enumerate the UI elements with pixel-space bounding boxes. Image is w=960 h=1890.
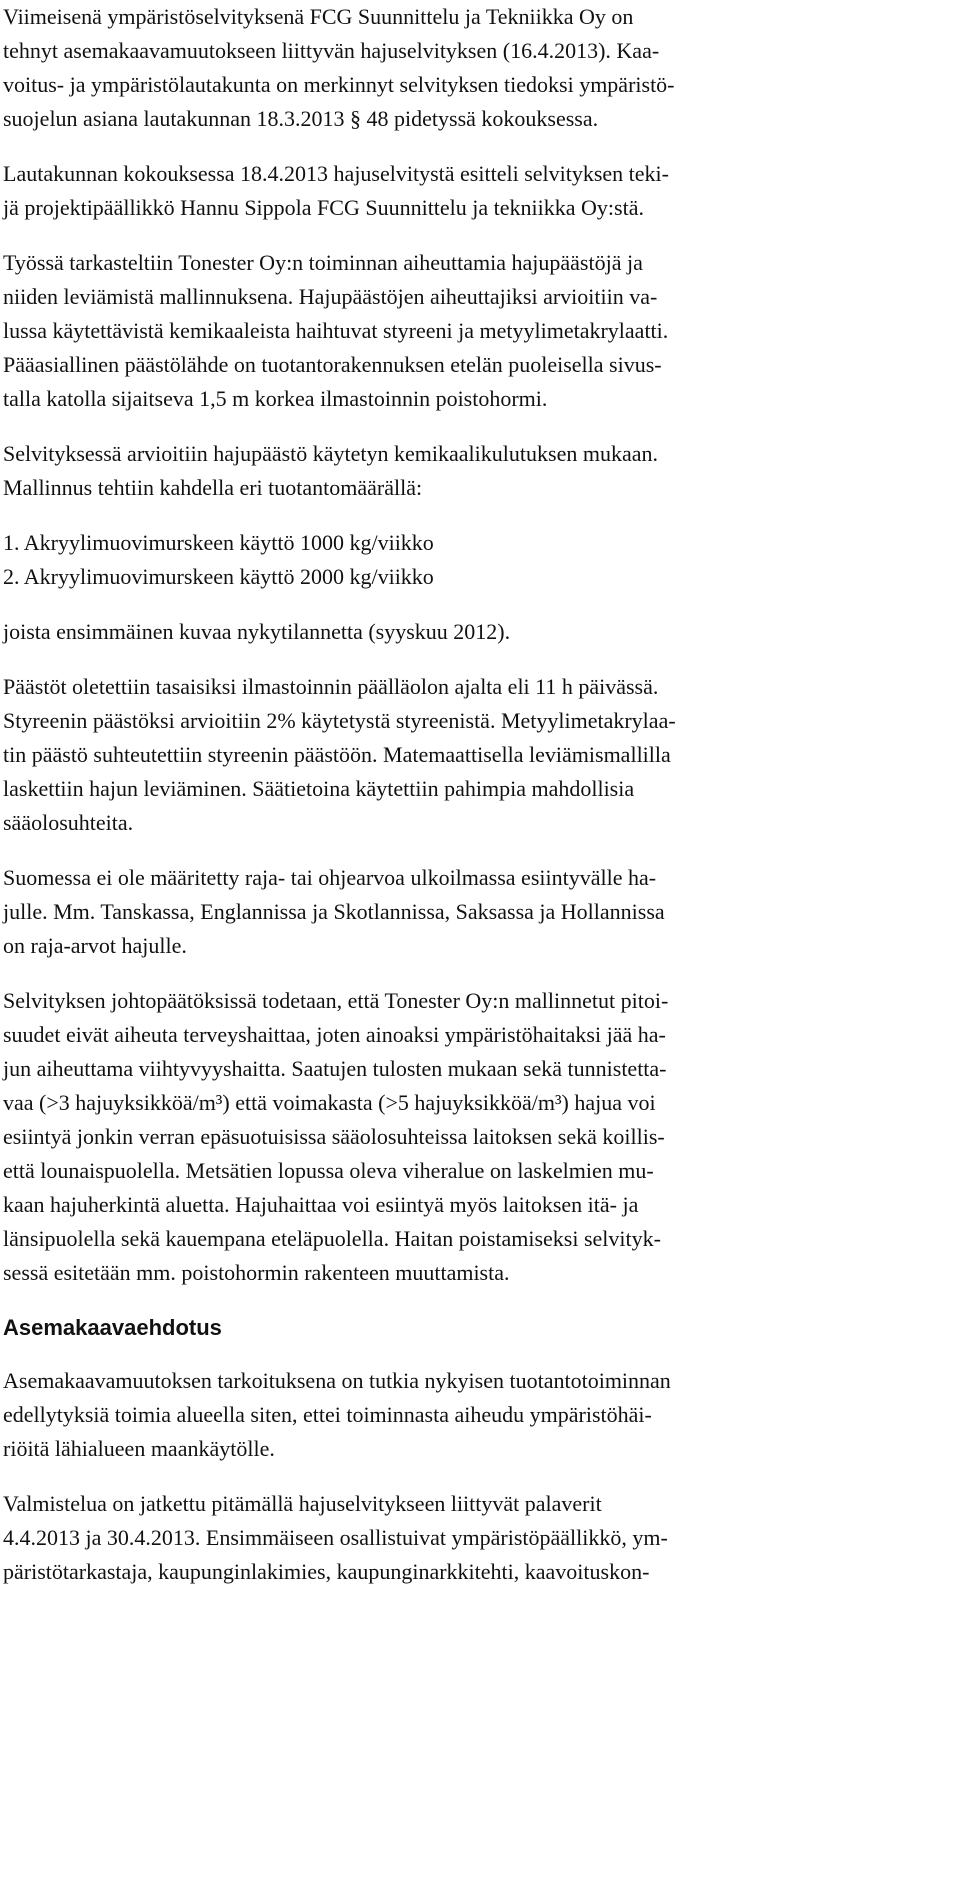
text-line: niiden leviämistä mallinnuksena. Hajupäästöjen aiheuttajiksi arvioitiin va- [3,284,658,309]
text-line: kaan hajuherkintä aluetta. Hajuhaittaa voi esiintyä myös laitoksen itä- ja [3,1192,639,1217]
list-item: 2. Akryylimuovimurskeen käyttö 2000 kg/viikko [3,564,434,589]
text-line: tehnyt asemakaavamuutokseen liittyvän hajuselvityksen (16.4.2013). Kaa- [3,38,660,63]
section-heading: Asemakaavaehdotus [3,1315,222,1340]
production-list [3,526,943,594]
text-line: suudet eivät aiheuta terveyshaittaa, joten ainoaksi ympäristöhaitaksi jää ha- [3,1022,666,1047]
text-line: Mallinnus tehtiin kahdella eri tuotantomäärällä: [3,475,423,500]
text-line: että lounaispuolella. Metsätien lopussa oleva viheralue on laskelmien mu- [3,1158,654,1183]
paragraph-johtopaatokset [3,984,943,1290]
paragraph-nykytilanne [3,615,943,649]
paragraph-fcg-selvitys [3,0,943,136]
text-line: päristötarkastaja, kaupunginlakimies, kaupunginarkkitehti, kaavoituskon- [3,1559,650,1584]
paragraph-tarkastelu [3,246,943,416]
paragraph-paastot [3,670,943,840]
text-line: voitus- ja ympäristölautakunta on merkinnyt selvityksen tiedoksi ympäristö- [3,72,675,97]
text-line: Työssä tarkasteltiin Tonester Oy:n toiminnan aiheuttamia hajupäästöjä ja [3,250,643,275]
text-line: joista ensimmäinen kuvaa nykytilannetta (syyskuu 2012). [3,619,511,644]
text-line: Viimeisenä ympäristöselvityksenä FCG Suunnittelu ja Tekniikka Oy on [3,4,634,29]
text-line: jä projektipäällikkö Hannu Sippola FCG Suunnittelu ja tekniikka Oy:stä. [3,195,644,220]
text-line: Pääasiallinen päästölähde on tuotantorakennuksen etelän puoleisella sivus- [3,352,662,377]
text-line: lussa käytettävistä kemikaaleista haihtuvat styreeni ja metyylimetakrylaatti. [3,318,669,343]
text-line: sessä esitetään mm. poistohormin rakenteen muuttamista. [3,1260,510,1285]
text-line: sääolosuhteita. [3,810,134,835]
text-line: vaa (>3 hajuyksikköä/m³) että voimakasta (>5 hajuyksikköä/m³) hajua voi [3,1090,656,1115]
text-line: Selvityksessä arvioitiin hajupäästö käytetyn kemikaalikulutuksen mukaan. [3,441,658,466]
text-line: on raja-arvot hajulle. [3,933,187,958]
text-line: Lautakunnan kokouksessa 18.4.2013 hajuselvitystä esitteli selvityksen teki- [3,161,669,186]
text-line: Valmistelua on jatkettu pitämällä hajuselvitykseen liittyvät palaverit [3,1491,602,1516]
paragraph-lautakunta [3,157,943,225]
paragraph-raja-arvot [3,861,943,963]
text-line: jun aiheuttama viihtyvyyshaitta. Saatujen tulosten mukaan sekä tunnistetta- [3,1056,667,1081]
text-line: Suomessa ei ole määritetty raja- tai ohjearvoa ulkoilmassa esiintyvälle ha- [3,865,657,890]
text-line: suojelun asiana lautakunnan 18.3.2013 § 48 pidetyssä kokouksessa. [3,106,599,131]
document-page [3,0,943,1589]
text-line: riöitä lähialueen maankäytölle. [3,1436,275,1461]
text-line: Asemakaavamuutoksen tarkoituksena on tutkia nykyisen tuotantotoiminnan [3,1368,671,1393]
text-line: tin päästö suhteutettiin styreenin päästöön. Matemaattisella leviämismallilla [3,742,671,767]
text-line: esiintyä jonkin verran epäsuotuisissa sääolosuhteissa laitoksen sekä koillis- [3,1124,665,1149]
section-heading-block [3,1311,943,1345]
text-line: talla katolla sijaitseva 1,5 m korkea ilmastoinnin poistohormi. [3,386,548,411]
paragraph-tarkoitus [3,1364,943,1466]
text-line: laskettiin hajun leviäminen. Säätietoina käytettiin pahimpia mahdollisia [3,776,635,801]
text-line: Päästöt oletettiin tasaisiksi ilmastoinnin päälläolon ajalta eli 11 h päivässä. [3,674,659,699]
text-line: länsipuolella sekä kauempana eteläpuolella. Haitan poistamiseksi selvityk- [3,1226,661,1251]
text-line: julle. Mm. Tanskassa, Englannissa ja Skotlannissa, Saksassa ja Hollannissa [3,899,665,924]
paragraph-valmistelu [3,1487,943,1589]
text-line: 4.4.2013 ja 30.4.2013. Ensimmäiseen osallistuivat ympäristöpäällikkö, ym- [3,1525,668,1550]
text-line: Selvityksen johtopäätöksissä todetaan, että Tonester Oy:n mallinnetut pitoi- [3,988,669,1013]
list-item: 1. Akryylimuovimurskeen käyttö 1000 kg/viikko [3,530,434,555]
paragraph-mallinnus [3,437,943,505]
text-line: edellytyksiä toimia alueella siten, ettei toiminnasta aiheudu ympäristöhäi- [3,1402,652,1427]
text-line: Styreenin päästöksi arvioitiin 2% käytetystä styreenistä. Metyylimetakrylaa- [3,708,676,733]
